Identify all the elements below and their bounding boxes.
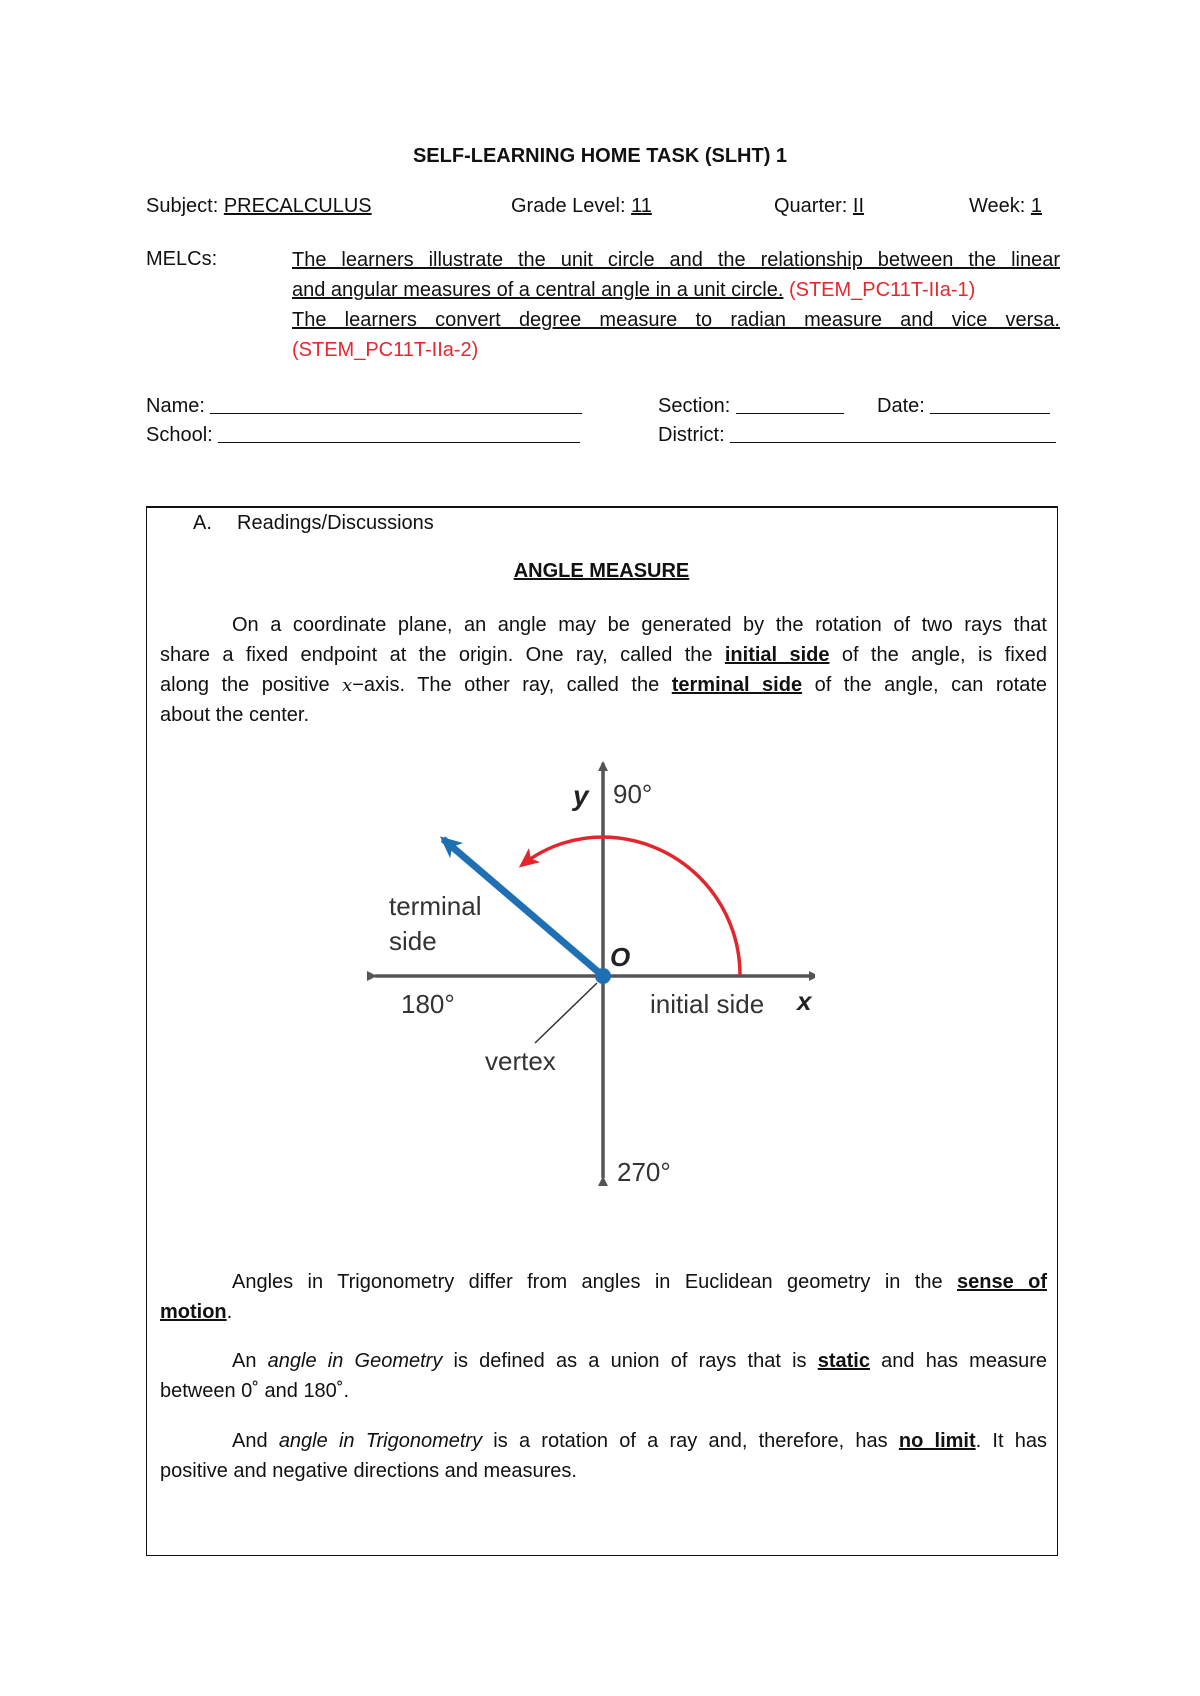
date-blank[interactable] [930, 395, 1050, 414]
melc1-line1: The learners illustrate the unit circle and the relationship between the linear [292, 249, 1060, 271]
term-motion: motion [160, 1301, 227, 1323]
school-label: School: [146, 424, 213, 446]
melcs-list [292, 246, 1060, 366]
angle-measure-title: ANGLE MEASURE [513, 560, 690, 582]
name-label: Name: [146, 395, 205, 417]
section-field[interactable] [658, 395, 844, 418]
angle-diagram [365, 753, 815, 1193]
initial-side-label: initial side [650, 989, 765, 1019]
p3-line1-c: is defined as a union of rays that is [453, 1350, 807, 1372]
page-title: SELF-LEARNING HOME TASK (SLHT) 1 [412, 145, 788, 167]
p3-line1-a: An [232, 1350, 257, 1372]
p1-line3-b: −axis. The other ray, called the [352, 674, 660, 696]
p2-line2-b: . [226, 1301, 233, 1323]
label-90: 90° [613, 779, 653, 809]
week-label: Week: [969, 195, 1026, 217]
paragraph-sense-of-motion [160, 1267, 1047, 1327]
origin-point [595, 968, 611, 984]
date-field[interactable] [877, 395, 1050, 418]
section-blank[interactable] [736, 395, 844, 414]
origin-label: O [610, 942, 631, 972]
melc2-line1: The learners convert degree measure to radian measure and vice versa. [292, 309, 1060, 331]
label-270: 270° [617, 1157, 671, 1187]
term-initial-side: initial side [724, 644, 830, 666]
school-field[interactable] [146, 424, 580, 447]
term-angle-in-geometry: angle in Geometry [267, 1350, 443, 1372]
p4-line2: positive and negative directions and measures. [160, 1460, 577, 1482]
term-static: static [817, 1350, 870, 1372]
melc1-code: (STEM_PC11T-IIa-1) [788, 279, 976, 301]
terminal-label-2: side [389, 926, 437, 956]
p1-line2-c: of the angle, is fixed [841, 644, 1048, 666]
quarter-value: II [852, 195, 865, 217]
term-sense-of: sense of [957, 1271, 1047, 1293]
p1-x-symbol: x [342, 675, 353, 696]
school-blank[interactable] [218, 424, 580, 443]
quarter-field [774, 195, 864, 218]
p4-line1-e: . It has [975, 1430, 1047, 1452]
grade-field [511, 195, 652, 218]
quarter-label: Quarter: [774, 195, 848, 217]
paragraph-intro [160, 610, 1047, 730]
p1-line2-a: share a fixed endpoint at the origin. One ray, called the [160, 644, 713, 666]
vertex-label: vertex [485, 1046, 556, 1076]
district-field[interactable] [658, 424, 1056, 447]
subject-field [146, 195, 372, 218]
melcs-label: MELCs: [146, 248, 218, 270]
grade-value: 11 [631, 195, 652, 217]
p3-line1-e: and has measure [881, 1350, 1047, 1372]
section-a-heading [193, 512, 434, 535]
term-terminal-side: terminal side [671, 674, 803, 696]
date-label: Date: [877, 395, 925, 417]
paragraph-geometry [160, 1346, 1047, 1406]
name-blank[interactable] [210, 395, 582, 414]
melc1-line2: and angular measures of a central angle in a unit circle. [292, 279, 784, 301]
p1-line3-a: along the positive [160, 674, 330, 696]
section-a-marker: A. [193, 512, 212, 534]
p1-line3-d: of the angle, can rotate [814, 674, 1048, 696]
grade-label: Grade Level: [511, 195, 626, 217]
label-180: 180° [401, 989, 455, 1019]
term-no-limit: no limit [898, 1430, 976, 1452]
subject-label: Subject: [146, 195, 219, 217]
section-label: Section: [658, 395, 731, 417]
p1-line1: On a coordinate plane, an angle may be generated by the rotation of two rays that [232, 614, 1047, 636]
x-axis-label: x [797, 986, 812, 1016]
p3-line2: between 0˚ and 180˚. [160, 1380, 350, 1402]
readings-box [146, 506, 1058, 1556]
district-blank[interactable] [730, 424, 1056, 443]
p2-line1-a: Angles in Trigonometry differ from angles in Euclidean geometry in the [232, 1271, 943, 1293]
p4-line1-c: is a rotation of a ray and, therefore, has [493, 1430, 888, 1452]
p1-line4: about the center. [160, 704, 310, 726]
district-label: District: [658, 424, 725, 446]
subject-value: PRECALCULUS [223, 195, 372, 217]
melc2-code: (STEM_PC11T-IIa-2) [292, 339, 479, 361]
name-field[interactable] [146, 395, 582, 418]
terminal-label-1: terminal [389, 891, 482, 921]
term-angle-in-trigonometry: angle in Trigonometry [278, 1430, 483, 1452]
p4-line1-a: And [232, 1430, 268, 1452]
week-field [969, 195, 1042, 218]
paragraph-trigonometry [160, 1426, 1047, 1486]
vertex-pointer [535, 983, 597, 1043]
y-axis-label: y [573, 780, 589, 811]
section-a-title: Readings/Discussions [237, 512, 434, 534]
week-value: 1 [1030, 195, 1043, 217]
rotation-arc [522, 837, 740, 975]
